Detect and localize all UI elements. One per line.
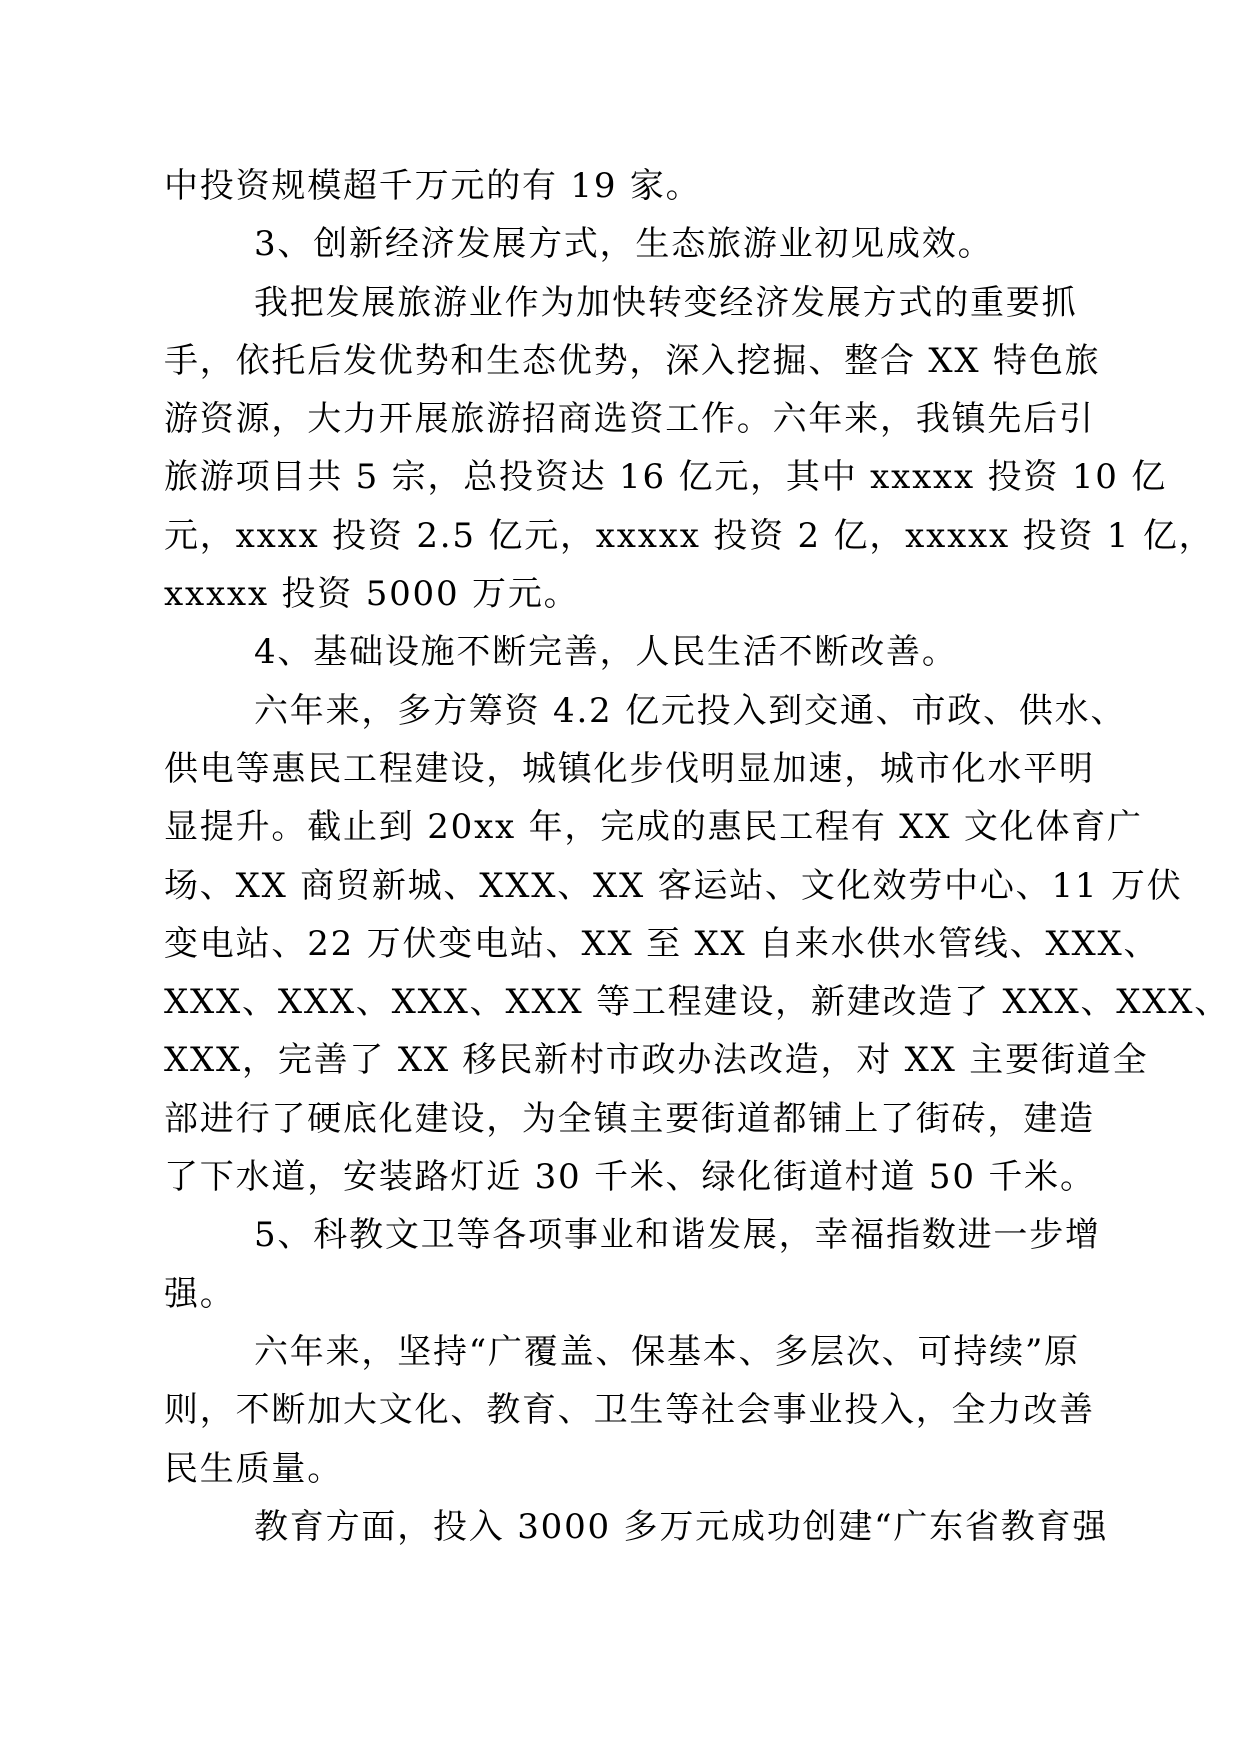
text-line: 六年来，多方筹资 4.2 亿元投入到交通、市政、供水、 [254, 690, 1127, 731]
paragraph [164, 157, 1121, 215]
text-line: 5、科教文卫等各项事业和谐发展，幸福指数进一步增 [254, 1215, 1101, 1256]
paragraph [164, 1498, 1121, 1556]
text-line: 部进行了硬底化建设，为全镇主要街道都铺上了街砖，建造 [164, 1098, 1095, 1139]
text-line: 场、XX 商贸新城、XXX、XX 客运站、文化效劳中心、11 万伏 [164, 865, 1183, 906]
text-line: 4、基础设施不断完善，人民生活不断改善。 [254, 632, 958, 673]
text-line: 元，xxxx 投资 2.5 亿元，xxxxx 投资 2 亿，xxxxx 投资 1 亿， [164, 515, 1215, 556]
text-line: 中投资规模超千万元的有 19 家。 [164, 166, 702, 206]
paragraph [164, 623, 1121, 681]
text-line: 六年来，坚持“广覆盖、保基本、多层次、可持续”原 [254, 1331, 1080, 1372]
text-line: 强。 [164, 1273, 236, 1314]
text-line: 手，依托后发优势和生态优势，深入挖掘、整合 XX 特色旅 [164, 340, 1101, 381]
text-line: XXX、XXX、XXX、XXX 等工程建设，新建改造了 XXX、XXX、 [164, 982, 1231, 1023]
text-line: 民生质量。 [164, 1448, 343, 1489]
text-line: 旅游项目共 5 宗，总投资达 16 亿元，其中 xxxxx 投资 10 亿 [164, 457, 1168, 498]
text-line: 显提升。截止到 20xx 年，完成的惠民工程有 XX 文化体育广 [164, 807, 1143, 848]
text-line: 3、创新经济发展方式，生态旅游业初见成效。 [254, 224, 994, 265]
document-body [164, 157, 1231, 1556]
paragraph [164, 682, 1231, 1207]
paragraph [164, 274, 1215, 624]
text-line: 游资源，大力开展旅游招商选资工作。六年来，我镇先后引 [164, 399, 1095, 440]
text-line: xxxxx 投资 5000 万元。 [164, 574, 580, 615]
text-line: 变电站、22 万伏变电站、XX 至 XX 自来水供水管线、XXX、 [164, 923, 1160, 964]
paragraph [164, 215, 1121, 273]
text-line: 了下水道，安装路灯近 30 千米、绿化街道村道 50 千米。 [164, 1157, 1096, 1198]
text-line: 则，不断加大文化、教育、卫生等社会事业投入，全力改善 [164, 1390, 1095, 1431]
text-line: 我把发展旅游业作为加快转变经济发展方式的重要抓 [254, 282, 1078, 323]
paragraph [164, 1206, 1121, 1323]
text-line: 供电等惠民工程建设，城镇化步伐明显加速，城市化水平明 [164, 748, 1095, 789]
text-line: 教育方面，投入 3000 多万元成功创建“广东省教育强 [254, 1506, 1109, 1547]
text-line: XXX，完善了 XX 移民新村市政办法改造，对 XX 主要街道全 [164, 1040, 1149, 1081]
paragraph [164, 1323, 1121, 1498]
